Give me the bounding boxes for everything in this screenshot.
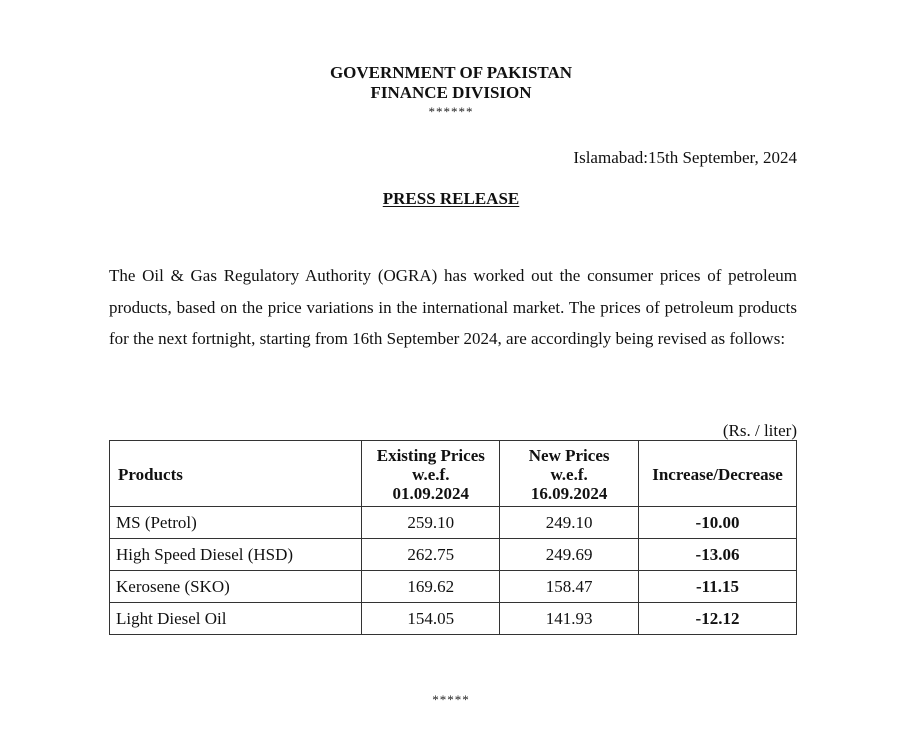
product-name: Light Diesel Oil [110, 603, 362, 635]
price-change: -12.12 [639, 603, 797, 635]
product-name: High Speed Diesel (HSD) [110, 539, 362, 571]
table-row [110, 571, 797, 603]
header-new-prices [500, 441, 639, 507]
new-price: 249.10 [500, 507, 639, 539]
division-heading: FINANCE DIVISION [370, 83, 532, 102]
product-name: MS (Petrol) [110, 507, 362, 539]
header-existing-line1: Existing Prices [376, 445, 485, 465]
new-price: 158.47 [500, 571, 639, 603]
body-paragraph: The Oil & Gas Regulatory Authority (OGRA) has worked out the consumer prices of petroleum products, based on the price variations in the international market. The prices of petroleum products for the next fortnight, starting from 16th September 2024, are accordingly being revised as follows: [109, 266, 797, 348]
table-row [110, 539, 797, 571]
existing-price: 259.10 [362, 507, 500, 539]
dateline: Islamabad:15th September, 2024 [573, 148, 797, 167]
header-existing-line3: 01.09.2024 [392, 483, 470, 503]
price-table [109, 440, 797, 635]
unit-note: (Rs. / liter) [722, 421, 797, 440]
new-price: 141.93 [500, 603, 639, 635]
price-change: -11.15 [639, 571, 797, 603]
header-change: Increase/Decrease [639, 441, 797, 507]
header-new-line1: New Prices [528, 445, 610, 465]
header-new-line3: 16.09.2024 [530, 483, 608, 503]
price-change: -10.00 [639, 507, 797, 539]
letterhead [0, 63, 902, 103]
header-new-line2: w.e.f. [550, 464, 588, 484]
existing-price: 154.05 [362, 603, 500, 635]
table-header-row [110, 441, 797, 507]
existing-price: 262.75 [362, 539, 500, 571]
header-products: Products [110, 441, 362, 507]
existing-price: 169.62 [362, 571, 500, 603]
page-title: PRESS RELEASE [382, 189, 520, 208]
header-existing-prices [362, 441, 500, 507]
header-existing-line2: w.e.f. [412, 464, 450, 484]
table-row [110, 603, 797, 635]
table-row [110, 507, 797, 539]
footer-separator: ***** [432, 692, 470, 707]
new-price: 249.69 [500, 539, 639, 571]
header-separator: ****** [428, 104, 474, 119]
government-heading: GOVERNMENT OF PAKISTAN [329, 63, 573, 82]
price-change: -13.06 [639, 539, 797, 571]
product-name: Kerosene (SKO) [110, 571, 362, 603]
